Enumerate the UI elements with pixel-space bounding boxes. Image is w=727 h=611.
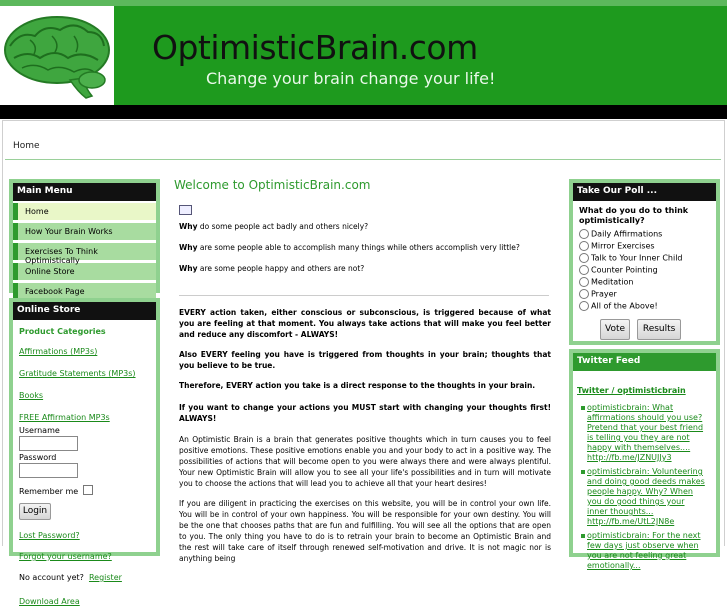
username-input[interactable] [19, 436, 78, 451]
main-menu-box [9, 179, 160, 296]
email-icon[interactable] [179, 205, 192, 215]
site-tagline: Change your brain change your life! [206, 69, 496, 88]
site-header [0, 6, 727, 105]
statement-2: Also EVERY feeling you have is triggered from thoughts in your brain; thoughts that you believe to be true. [179, 350, 551, 370]
login-button[interactable]: Login [19, 503, 51, 520]
menu-item-how-your-brain-works[interactable]: How Your Brain Works [13, 223, 156, 240]
statement-1: EVERY action taken, either conscious or subconscious, is triggered because of what you are feeling at that moment. You always take actions that will make you feel better and reduce any discomfort - ALWAYS! [179, 308, 551, 339]
bullet-icon [581, 406, 585, 410]
question-1: Why do some people act badly and others nicely? [179, 222, 369, 231]
tweet-item [581, 403, 707, 461]
poll-question: What do you do to think optimistically? [579, 206, 689, 225]
password-label: Password [19, 453, 57, 462]
username-label: Username [19, 426, 60, 435]
tweet-item [581, 531, 707, 571]
page-title: Welcome to OptimisticBrain.com [174, 178, 371, 192]
site-title[interactable]: OptimisticBrain.com [152, 28, 478, 67]
product-categories-label: Product Categories [19, 327, 106, 336]
lost-password-link[interactable]: Lost Password? [19, 531, 80, 540]
poll-option[interactable]: Talk to Your Inner Child [579, 253, 710, 265]
bullet-icon [581, 534, 585, 538]
remember-me-label: Remember me [19, 487, 79, 496]
nav-bar [0, 105, 727, 119]
twitter-feed-box [569, 349, 720, 570]
online-store-title: Online Store [13, 302, 156, 320]
tweet-link[interactable]: optimisticbrain: For the next few days just observe when you are not feeling great emotionally... [587, 531, 701, 570]
category-books-link[interactable]: Books [19, 391, 44, 400]
poll-option[interactable]: Daily Affirmations [579, 229, 710, 241]
bullet-icon [581, 470, 585, 474]
question-3: Why are some people happy and others are not? [179, 264, 365, 273]
statement-4: If you want to change your actions you MUST start with changing your thoughts first! ALWAYS! [179, 403, 551, 423]
password-input[interactable] [19, 463, 78, 478]
poll-option[interactable]: Meditation [579, 277, 710, 289]
menu-item-home[interactable]: Home [13, 203, 156, 220]
remember-me-checkbox[interactable] [83, 485, 93, 495]
statement-3: Therefore, EVERY action you take is a direct response to the thoughts in your brain. [179, 381, 536, 390]
no-account-text: No account yet? [19, 573, 84, 582]
divider [5, 159, 721, 160]
results-button[interactable]: Results [637, 319, 681, 340]
menu-item-exercises[interactable]: Exercises To Think Optimistically [13, 243, 156, 260]
vote-button[interactable]: Vote [600, 319, 630, 340]
paragraph-1: An Optimistic Brain is a brain that generates positive thoughts which in turn causes you to feel positive emotions. These positive emotions enable you and your body to act in a positive way. The possibilities of actions that will become open to you were always there and were always plentiful. Your new Optimistic Brain will allow you to see all your life's possibilities and in turn will motivate you to choose the actions that will lead you to achieve all that your heart desires! [179, 435, 551, 488]
menu-item-facebook-page[interactable]: Facebook Page [13, 283, 156, 300]
twitter-feed-title: Twitter Feed [573, 353, 716, 371]
radio-button[interactable] [579, 277, 589, 287]
category-affirmations-link[interactable]: Affirmations (MP3s) [19, 347, 98, 356]
download-area-link[interactable]: Download Area [19, 597, 80, 606]
register-link[interactable]: Register [88, 573, 122, 582]
poll-title: Take Our Poll ... [573, 183, 716, 201]
question-2: Why are some people able to accomplish many things while others accomplish very little? [179, 243, 520, 252]
forgot-username-link[interactable]: Forgot your username? [19, 552, 112, 561]
radio-button[interactable] [579, 301, 589, 311]
tweet-link[interactable]: optimisticbrain: What affirmations should you use? Pretend that your best friend is telling you they are not happy with themselves.... http://fb.me/JZNUJJy3 [587, 403, 704, 462]
main-menu-title: Main Menu [13, 183, 156, 201]
twitter-account-link[interactable]: Twitter / optimisticbrain [577, 386, 686, 395]
paragraph-2: If you are diligent in practicing the exercises on this website, you will be in control your own life. You will be in control of your own happiness. You will be responsible for your own destiny. You will be the one that chooses paths that are fun and fulfilling. You will see all the options that are open to you. The only thing you have to do is to retrain your brain to become an Optimistic Brain and the rest will take care of itself through renewed self-motivation and drive. It is not magic nor is anything being [179, 499, 551, 563]
separator [179, 295, 549, 296]
radio-button[interactable] [579, 229, 589, 239]
poll-box [569, 179, 720, 345]
tweet-link[interactable]: optimisticbrain: Volunteering and doing good deeds makes people happy. Why? When you do good things your inner thoughts... http://fb.me/UtL2JN8e [587, 467, 705, 526]
poll-option[interactable]: Mirror Exercises [579, 241, 710, 253]
online-store-box [9, 298, 160, 606]
radio-button[interactable] [579, 253, 589, 263]
radio-button[interactable] [579, 241, 589, 251]
poll-option[interactable]: Counter Pointing [579, 265, 710, 277]
content-area [2, 120, 725, 606]
poll-option[interactable]: Prayer [579, 289, 710, 301]
brain-logo[interactable] [0, 6, 114, 105]
radio-button[interactable] [579, 265, 589, 275]
poll-option[interactable]: All of the Above! [579, 301, 710, 313]
category-free-mp3-link[interactable]: FREE Affirmation MP3s [19, 413, 110, 422]
breadcrumb[interactable]: Home [13, 141, 40, 151]
menu-item-online-store[interactable]: Online Store [13, 263, 156, 280]
radio-button[interactable] [579, 289, 589, 299]
category-gratitude-link[interactable]: Gratitude Statements (MP3s) [19, 369, 136, 378]
tweet-item [581, 467, 707, 525]
